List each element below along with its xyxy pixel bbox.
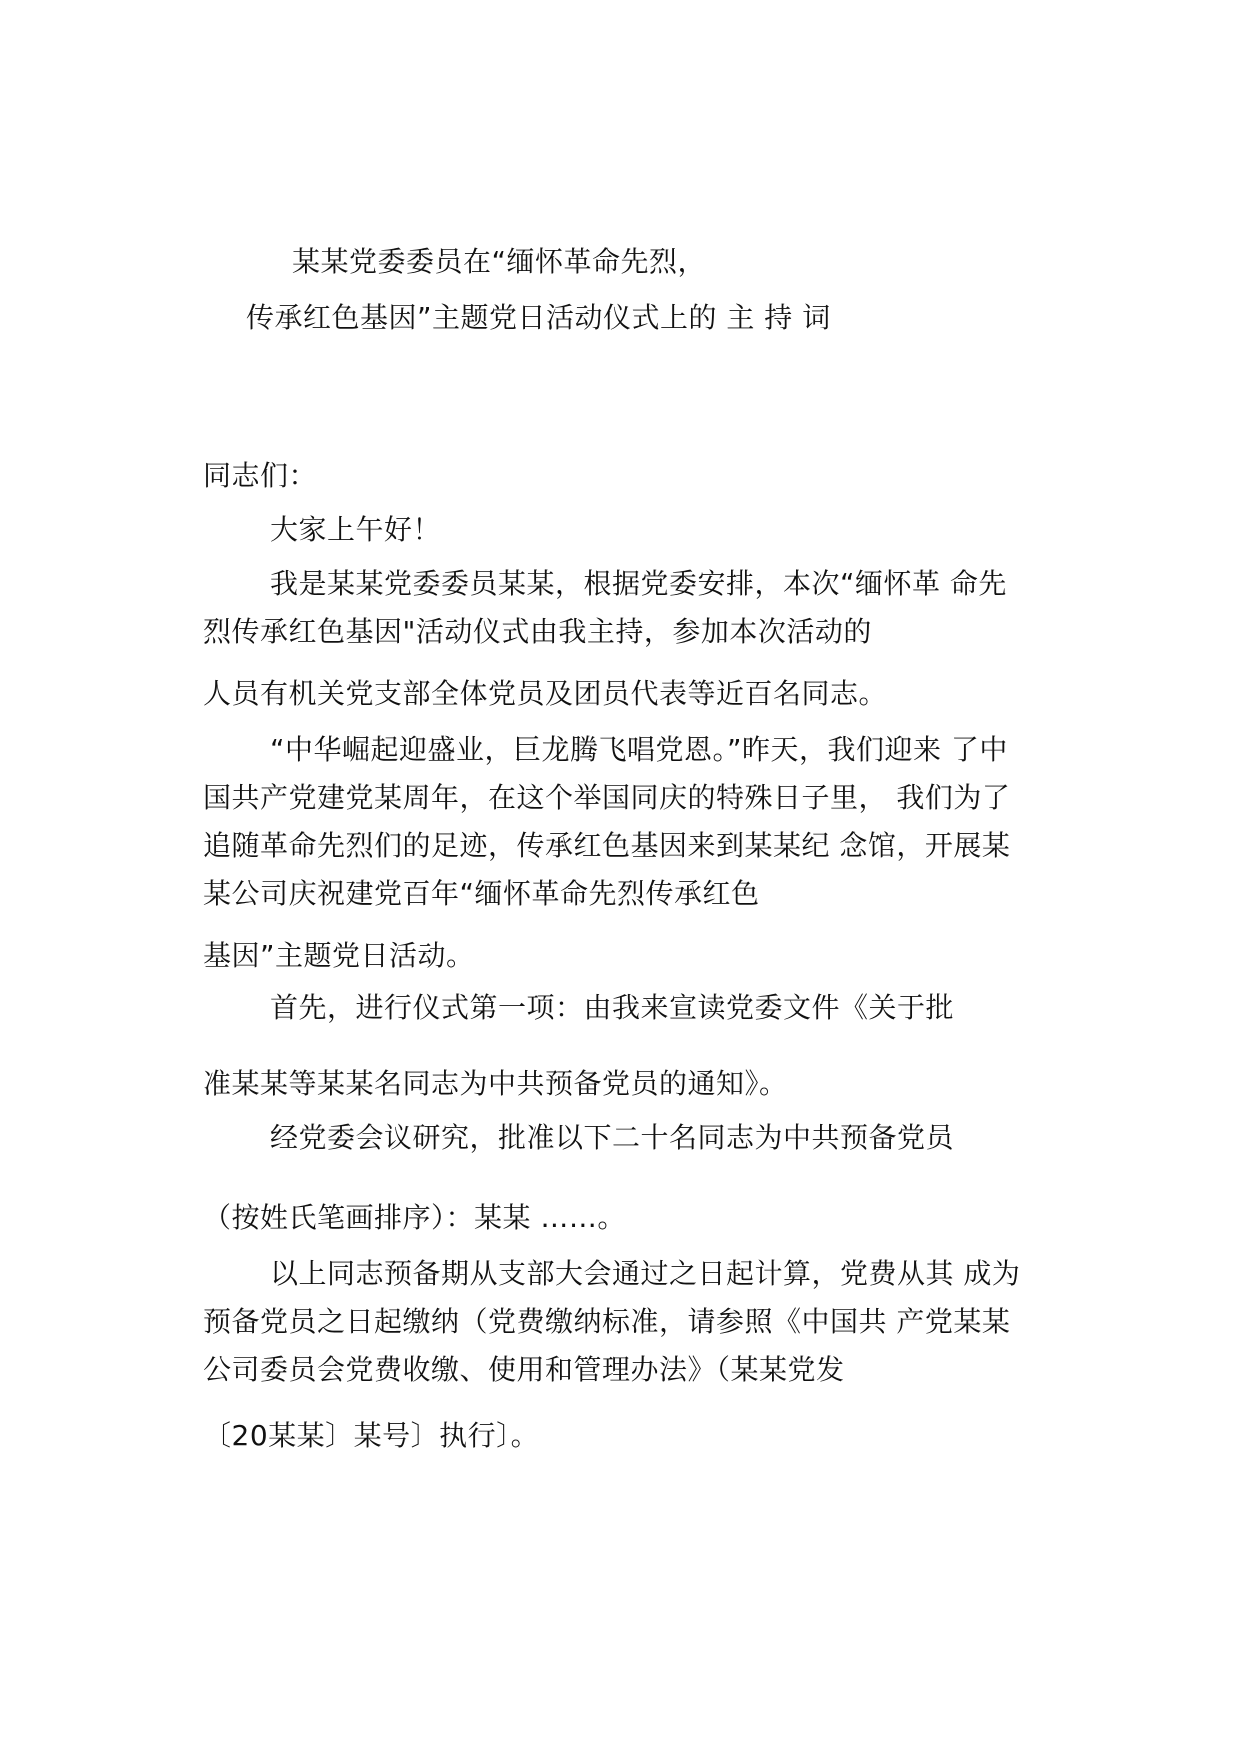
paragraph-5-line-3: 公司委员会党费收缴、使用和管理办法》（某某党发 (203, 1353, 845, 1386)
paragraph-1-line-2: 烈传承红色基因"活动仪式由我主持，参加本次活动的 (203, 615, 872, 648)
paragraph-2-line-3: 追随革命先烈们的足迹，传承红色基因来到某某纪 念馆，开展某 (203, 829, 1011, 862)
paragraph-3-line-1: 首先，进行仪式第一项：由我来宣读党委文件《关于批 (270, 991, 955, 1024)
title-line-1: 某某党委委员在“缅怀革命先烈， (292, 245, 707, 278)
paragraph-2-line-4: 某公司庆祝建党百年“缅怀革命先烈传承红色 (203, 877, 760, 910)
title-line-2: 传承红色基因”主题党日活动仪式上的 主 持 词 (246, 301, 831, 334)
paragraph-4-line-2: （按姓氏笔画排序）：某某 ……。 (203, 1201, 626, 1234)
paragraph-2-line-2: 国共产党建党某周年，在这个举国同庆的特殊日子里， 我们为了 (203, 781, 1011, 814)
paragraph-5-line-1: 以上同志预备期从支部大会通过之日起计算，党费从其 成为 (270, 1257, 1021, 1290)
paragraph-5-line-4: 〔20某某〕某号〕执行〕。 (203, 1419, 540, 1452)
salutation: 同志们： (203, 459, 318, 492)
paragraph-2-line-5: 基因”主题党日活动。 (203, 939, 475, 972)
paragraph-3-line-2: 准某某等某某名同志为中共预备党员的通知》。 (203, 1067, 788, 1100)
paragraph-1-line-3: 人员有机关党支部全体党员及团员代表等近百名同志。 (203, 677, 888, 710)
paragraph-1-line-1: 我是某某党委委员某某，根据党委安排，本次“缅怀革 命先 (270, 567, 1007, 600)
greeting: 大家上午好！ (270, 513, 442, 546)
paragraph-2-line-1: “中华崛起迎盛业，巨龙腾飞唱党恩。”昨天，我们迎来 了中 (270, 733, 1008, 766)
paragraph-4-line-1: 经党委会议研究，批准以下二十名同志为中共预备党员 (270, 1121, 955, 1154)
paragraph-5-line-2: 预备党员之日起缴纳（党费缴纳标准，请参照《中国共 产党某某 (203, 1305, 1011, 1338)
